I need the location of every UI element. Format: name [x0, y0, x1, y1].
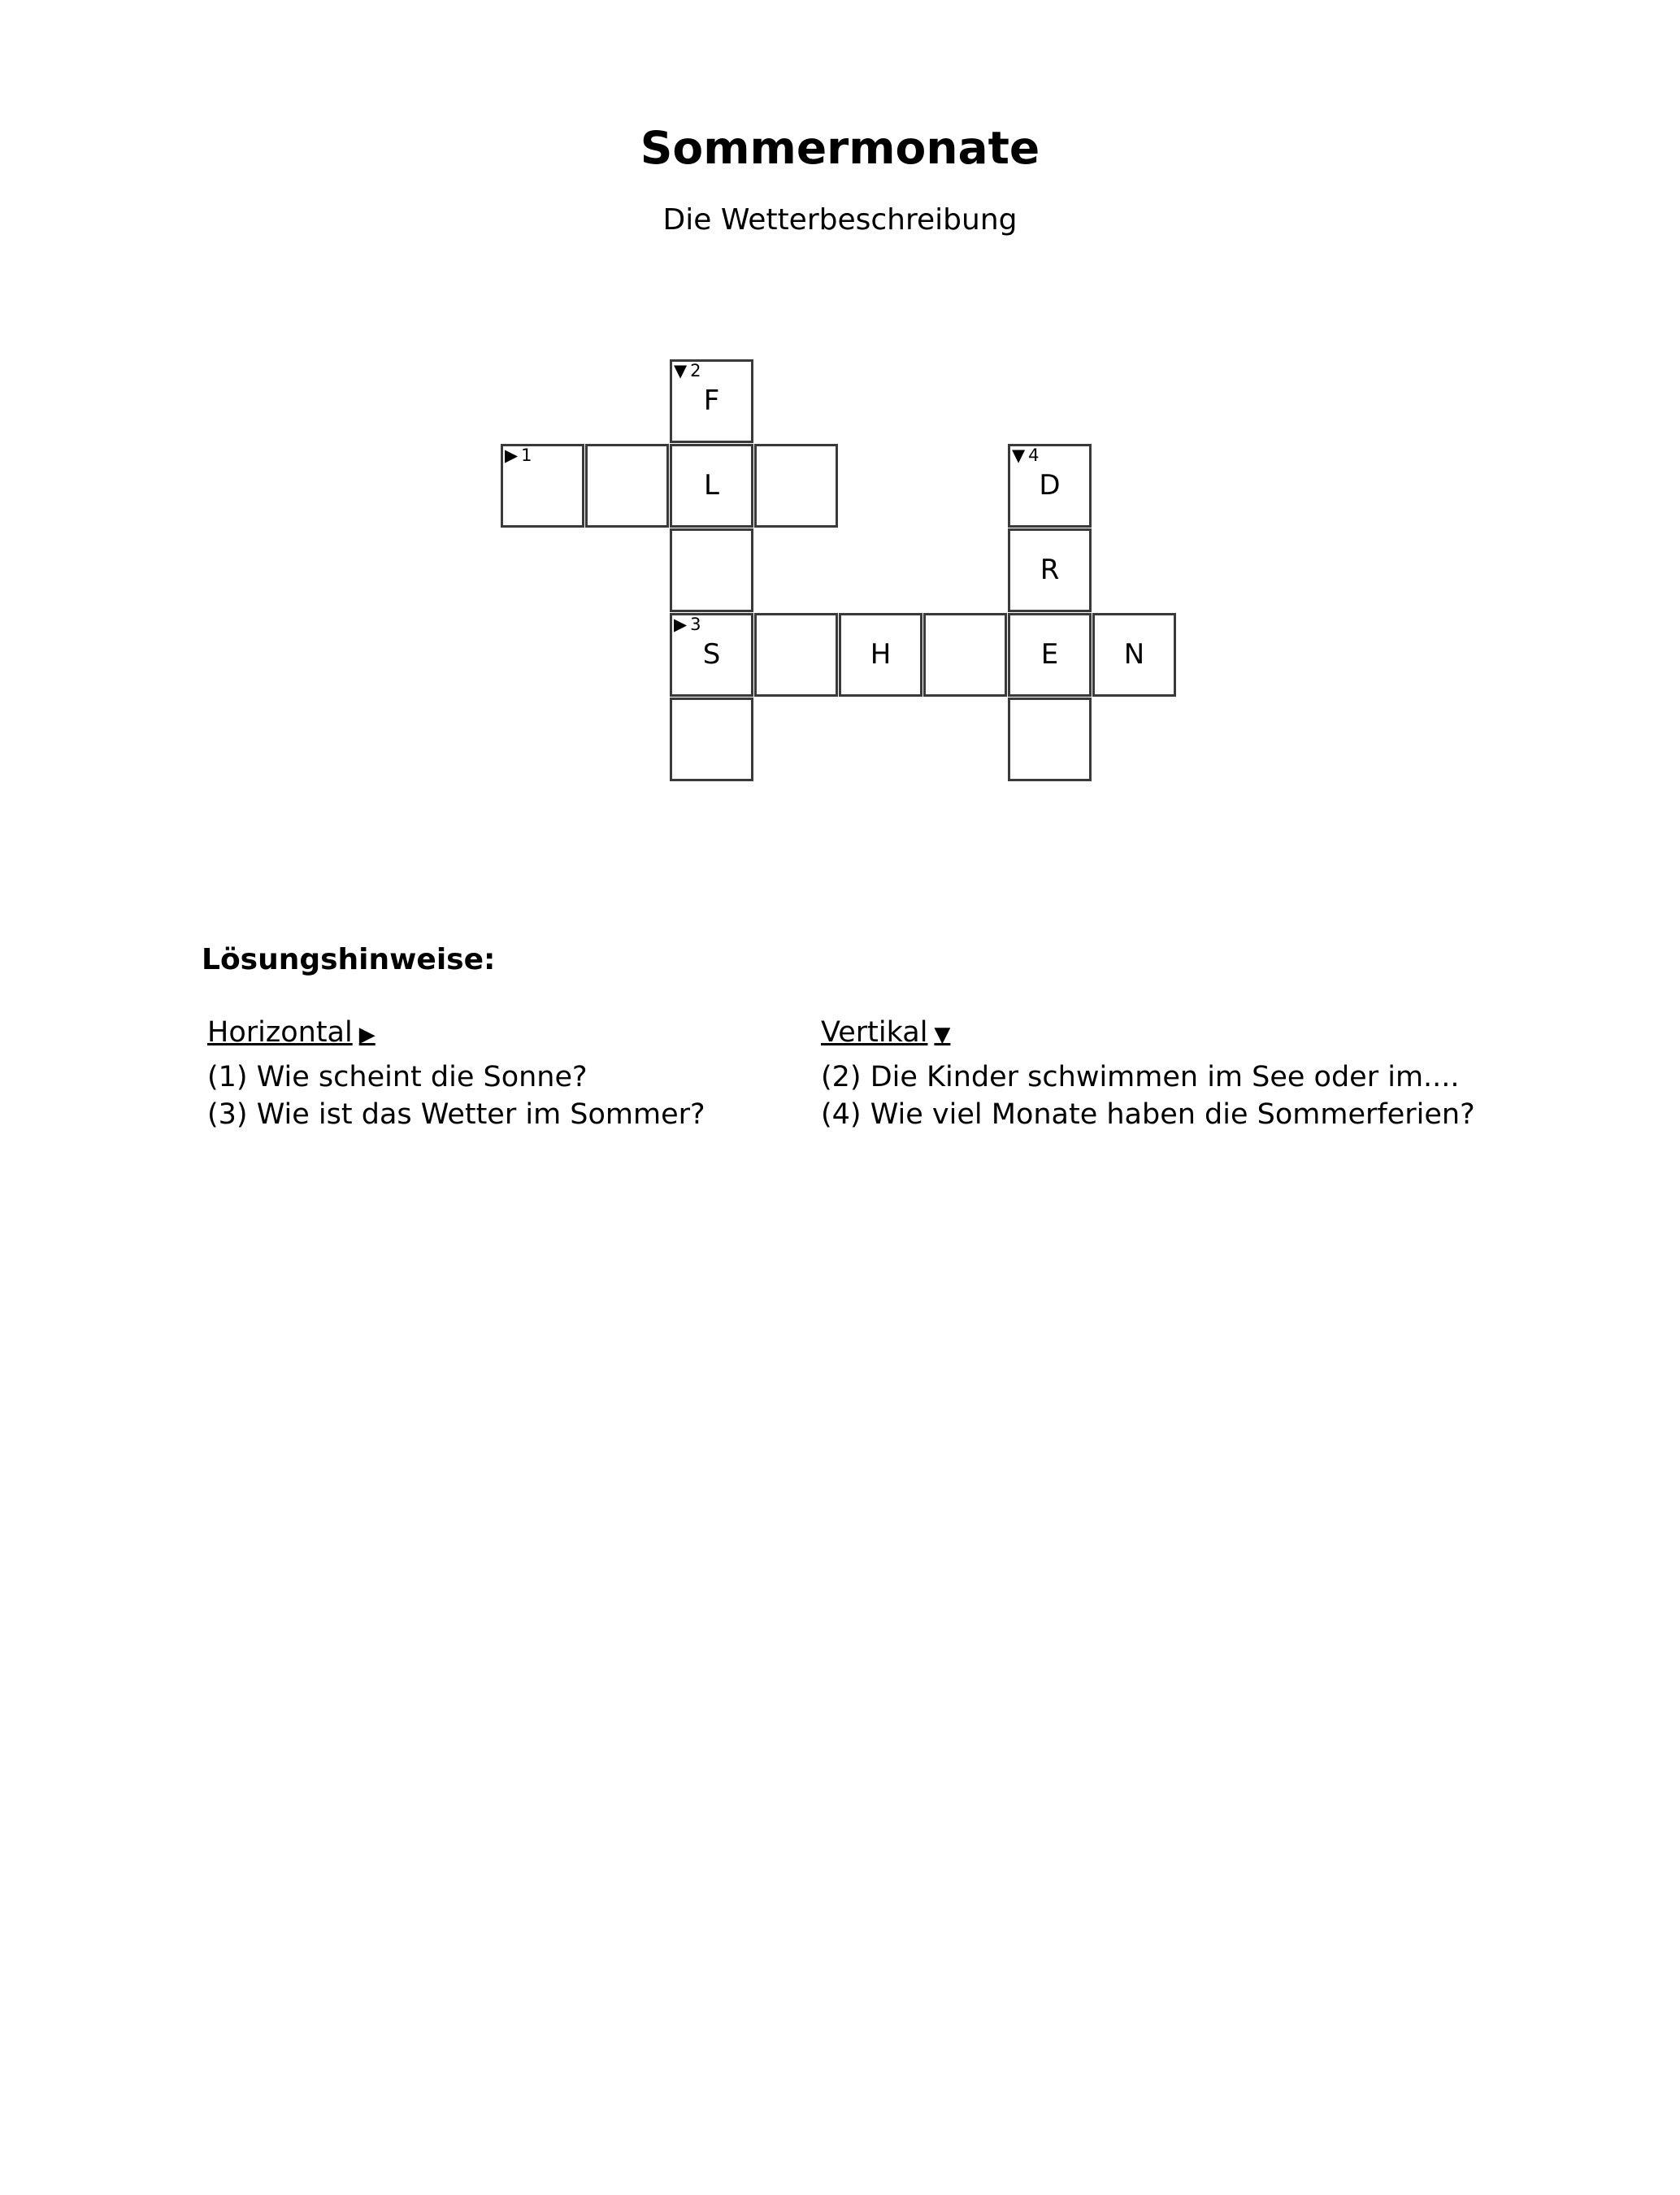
cell-letter: F — [703, 385, 720, 417]
clue-item: (4) Wie viel Monate haben die Sommerferien? — [821, 1098, 1475, 1131]
crossword-cell[interactable] — [501, 444, 584, 528]
clue-item: (3) Wie ist das Wetter im Sommer? — [207, 1098, 705, 1131]
page-subtitle: Die Wetterbeschreibung — [662, 203, 1018, 237]
horizontal-clues — [207, 1016, 705, 1133]
right-arrow-icon — [505, 446, 532, 464]
down-arrow-icon: ▼ — [934, 1023, 951, 1047]
crossword-cell[interactable] — [670, 698, 753, 781]
crossword-cell[interactable] — [754, 444, 838, 528]
clue-direction-marker: ▼ — [1012, 446, 1026, 465]
horizontal-heading — [207, 1016, 376, 1049]
hints-heading: Lösungshinweise: — [202, 943, 496, 976]
clue-number: 2 — [690, 361, 701, 380]
vertical-clues — [821, 1016, 1475, 1133]
crossword-cell[interactable] — [670, 359, 753, 443]
page-title: Sommermonate — [640, 122, 1040, 174]
cell-letter: E — [1040, 638, 1059, 671]
crossword-cell[interactable] — [839, 613, 922, 697]
clue-direction-marker: ▼ — [674, 361, 688, 380]
cell-letter: S — [702, 638, 721, 671]
clue-direction-marker: ▶ — [505, 446, 519, 465]
clue-direction-marker: ▶ — [674, 615, 688, 634]
crossword-cell[interactable] — [1008, 444, 1092, 528]
right-arrow-icon — [674, 615, 701, 633]
clue-number: 4 — [1028, 446, 1040, 465]
crossword-cell[interactable] — [670, 613, 753, 697]
cell-letter: L — [704, 469, 719, 502]
cell-letter: D — [1039, 469, 1061, 502]
clue-item: (1) Wie scheint die Sonne? — [207, 1061, 588, 1093]
cell-letter: N — [1123, 638, 1145, 671]
vertical-label: Vertikal — [821, 1016, 928, 1049]
cell-letter: H — [870, 638, 892, 671]
crossword-cell[interactable] — [1092, 613, 1176, 697]
crossword-cell[interactable] — [754, 613, 838, 697]
crossword-cell[interactable] — [1008, 698, 1092, 781]
clue-item: (2) Die Kinder schwimmen im See oder im.... — [821, 1061, 1460, 1093]
right-arrow-icon: ▶ — [358, 1023, 376, 1047]
vertical-heading — [821, 1016, 950, 1049]
crossword-cell[interactable] — [1008, 613, 1092, 697]
clue-number: 1 — [521, 446, 532, 465]
down-arrow-icon — [1012, 446, 1040, 464]
crossword-cell[interactable] — [670, 444, 753, 528]
crossword-cell[interactable] — [670, 528, 753, 612]
cell-letter: R — [1040, 554, 1060, 586]
crossword-cell[interactable] — [1008, 528, 1092, 612]
horizontal-label: Horizontal — [207, 1016, 353, 1049]
clue-number: 3 — [690, 615, 701, 634]
crossword-cell[interactable] — [923, 613, 1007, 697]
crossword-cell[interactable] — [585, 444, 669, 528]
down-arrow-icon — [674, 362, 701, 380]
